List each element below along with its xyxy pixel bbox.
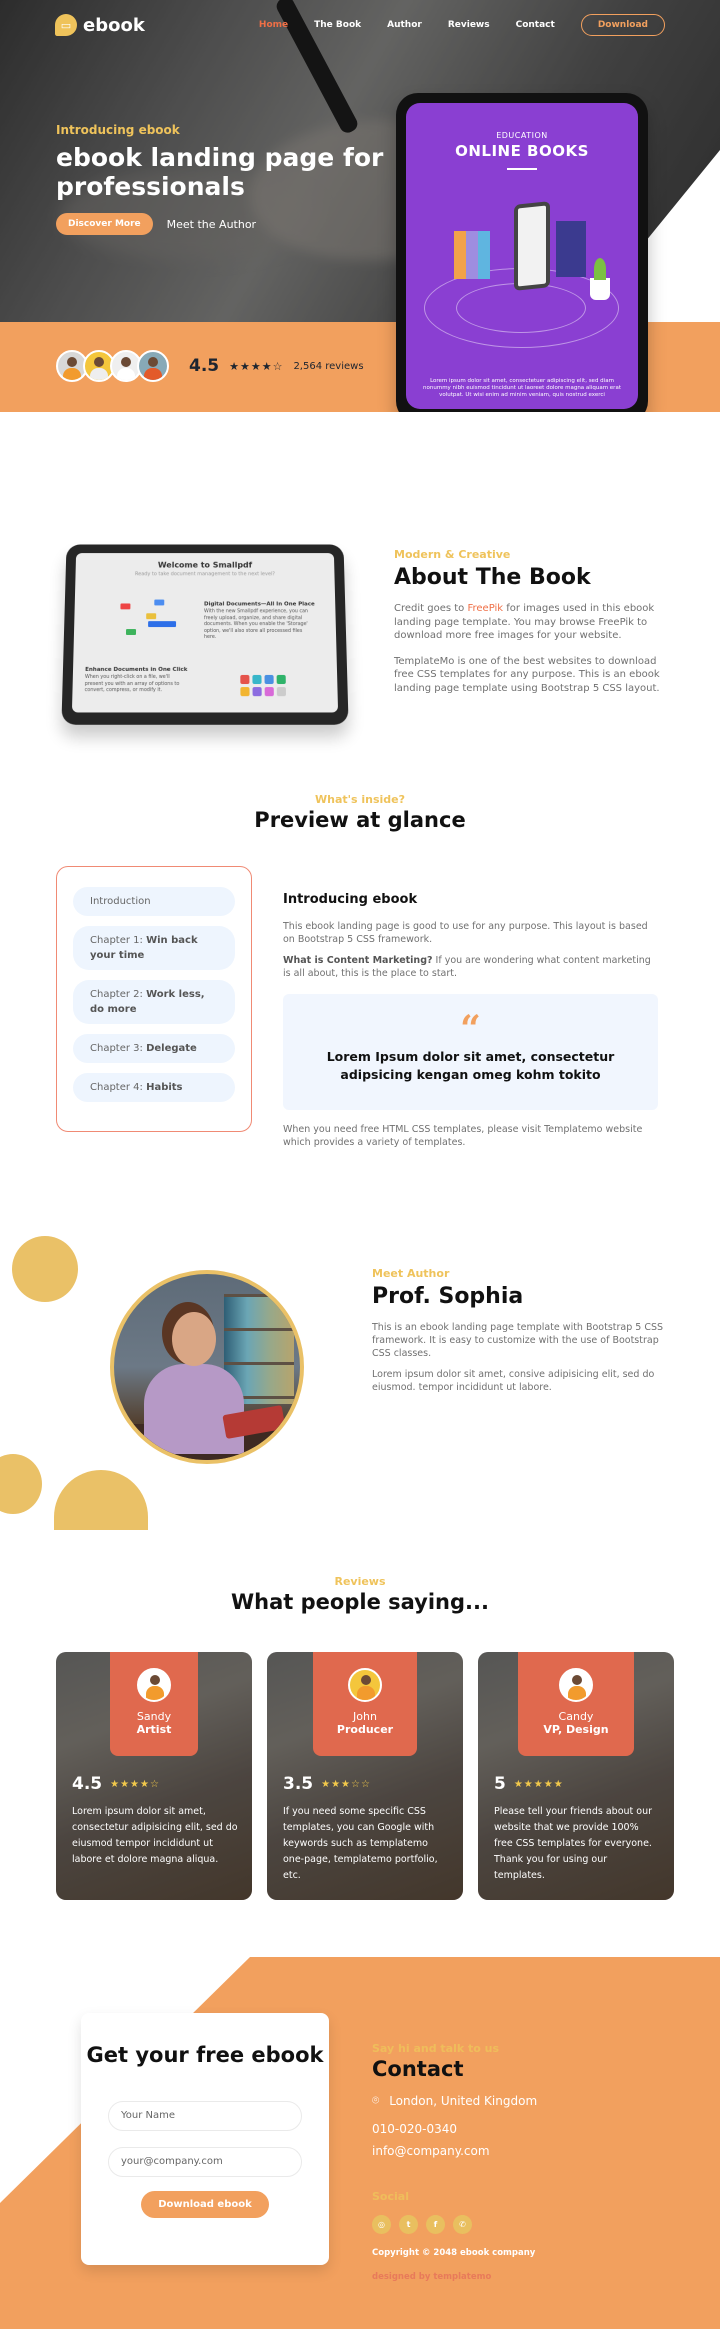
tablet-screen (72, 553, 338, 712)
reviews-kicker: Reviews (334, 1575, 386, 1588)
tablet-screen-title: Welcome to Smallpdf (157, 560, 253, 570)
avatar (348, 1668, 382, 1702)
xls-file-icon (126, 629, 136, 635)
chapter-label: Chapter 3: (90, 1043, 147, 1054)
discover-more-button[interactable]: Discover More (56, 213, 153, 235)
reviewer-badge (110, 1652, 198, 1756)
author-paragraph-2: Lorem ipsum dolor sit amet, consive adipisicing elit, sed do eiusmod. tempor incididunt ut labore. (372, 1369, 655, 1393)
chapter-item-2[interactable] (73, 980, 235, 1024)
hero-cta-group (56, 213, 386, 235)
png-file-icon (146, 613, 156, 619)
nav-link-home[interactable]: Home (258, 20, 289, 30)
contact-kicker: Say hi and talk to us (372, 2042, 500, 2055)
preview-header (0, 793, 720, 832)
location-text: London, United Kingdom (389, 2093, 538, 2108)
reviewer-badge (313, 1652, 417, 1756)
chapter-title: Work less, do more (90, 989, 205, 1015)
brand-name: ebook (83, 14, 145, 36)
reviews-title: What people saying... (231, 1590, 489, 1614)
hero-rating (189, 356, 364, 376)
twitter-icon[interactable]: t (399, 2215, 418, 2234)
tablet-title: ONLINE BOOKS (455, 142, 589, 160)
about-tablet-image (61, 544, 348, 724)
chapter-paragraph-3: When you need free HTML CSS templates, please visit Templatemo website which provides a variety of templates. (283, 1124, 643, 1148)
divider (507, 168, 537, 170)
author-text (372, 1267, 672, 1394)
nav-link-author[interactable]: Author (387, 20, 422, 30)
tool-icon (265, 687, 274, 696)
nav-link-contact[interactable]: Contact (515, 20, 555, 30)
review-rating (283, 1774, 371, 1794)
server-illustration (556, 221, 586, 277)
bold-text: What is Content Marketing? (283, 955, 433, 966)
doc-file-icon (154, 600, 164, 606)
nav-link-the-book[interactable]: The Book (314, 20, 362, 30)
author-name: Prof. Sophia (372, 1284, 524, 1309)
reviewer-badge (518, 1652, 634, 1756)
review-rating (494, 1774, 564, 1794)
author-kicker: Meet Author (372, 1267, 450, 1280)
tablet-subtitle: EDUCATION (496, 131, 548, 140)
plant-illustration (590, 278, 610, 300)
chapter-title: Win back your time (90, 935, 198, 961)
quote-block (283, 994, 658, 1110)
chapter-content (283, 892, 658, 1149)
tablet-section-text: With the new Smallpdf experience, you can freely upload, organize, and share digital documents. When you enable the 'Storage' option, we'll also store all processed files here. (203, 609, 309, 640)
signup-form (81, 2013, 329, 2265)
email-input[interactable]: your@company.com (108, 2147, 302, 2177)
tablet-section-title: Enhance Documents in One Click (85, 666, 188, 673)
chapter-item-3[interactable] (73, 1034, 235, 1063)
chapter-list (56, 866, 252, 1132)
quote-icon: “ (460, 1008, 481, 1050)
chapter-item-4[interactable] (73, 1073, 235, 1102)
text: for images used in this ebook landing page template. You may browse FreePik to download more free images for your website. (394, 603, 655, 641)
nav-links (259, 20, 555, 30)
preview-title: Preview at glance (254, 808, 466, 832)
text: Credit goes to (394, 603, 468, 614)
review-text: If you need some specific CSS templates, you can Google with keywords such as templatemo one-page, templatemo portfolio, etc. (283, 1806, 438, 1881)
rating-value: 4.5 (189, 356, 220, 376)
reviewer-role: VP, Design (543, 1723, 609, 1736)
avatar (559, 1668, 593, 1702)
star-rating-icon: ★★★★☆ (229, 359, 284, 373)
hero-section (0, 0, 720, 412)
about-paragraph-2: TemplateMo is one of the best websites to download free CSS templates for any purpose. This is an ebook landing page template using Bootstrap 5 CSS layout. (394, 655, 660, 694)
orbit-illustration (456, 283, 586, 333)
tool-icon (252, 675, 261, 684)
preview-kicker: What's inside? (314, 793, 406, 806)
review-card (56, 1652, 252, 1900)
about-text (394, 548, 664, 695)
pdf-file-icon (120, 603, 130, 609)
meet-author-link[interactable]: Meet the Author (166, 217, 257, 231)
chapter-title: Habits (146, 1082, 183, 1093)
reviewer-role: Artist (136, 1723, 172, 1736)
author-photo (110, 1270, 304, 1464)
text: If you are wondering what content marketing is all about, this is the place to start. (283, 955, 651, 979)
chapter-label: Introduction (90, 896, 151, 907)
decorative-circle (12, 1236, 78, 1302)
reviews-count: 2,564 reviews (293, 360, 364, 372)
review-text: Please tell your friends about our website that we provide 100% free CSS templates for everyone. Thank you for using our templates. (494, 1806, 653, 1881)
phone-illustration (514, 201, 550, 291)
nav-link-reviews[interactable]: Reviews (447, 20, 490, 30)
social-label: Social (372, 2190, 409, 2203)
hero-title: ebook landing page for professionals (56, 143, 384, 201)
chapter-label: Chapter 1: (90, 935, 147, 946)
reviewer-avatars (56, 350, 164, 382)
chapter-paragraph-2 (283, 954, 658, 980)
rating-value: 4.5 (72, 1774, 103, 1794)
review-card (267, 1652, 463, 1900)
hero-tablet-image (396, 93, 648, 412)
chapter-title: Delegate (146, 1043, 197, 1054)
book-open-icon: ▭ (55, 14, 77, 36)
chapter-label: Chapter 4: (90, 1082, 147, 1093)
whatsapp-icon[interactable]: ✆ (453, 2215, 472, 2234)
contact-email[interactable]: info@company.com (372, 2144, 490, 2158)
tablet-footer-text: Lorem ipsum dolor sit amet, consectetuer adipiscing elit, sed diam nonummy nibh euismod tincidunt ut laoreet dolore magna aliquam erat volutpat. Ut wisi enim ad minim veniam, quis nostrud exerci (423, 378, 621, 398)
facebook-icon[interactable]: f (426, 2215, 445, 2234)
more-icon (277, 687, 286, 696)
quote-text: Lorem Ipsum dolor sit amet, consectetur adipsicing kengan omeg kohm tokito (326, 1049, 615, 1082)
rating-value: 3.5 (283, 1774, 314, 1794)
about-title: About The Book (394, 565, 591, 590)
chapter-content-title: Introducing ebook (283, 892, 418, 907)
upload-button-icon (148, 621, 176, 627)
star-rating-icon: ★★★★☆ (110, 1778, 160, 1790)
hero-kicker: Introducing ebook (56, 123, 180, 137)
about-kicker: Modern & Creative (394, 548, 511, 561)
reviewer-name: John (353, 1710, 377, 1723)
download-button[interactable]: Download (581, 14, 665, 36)
books-illustration (454, 231, 490, 279)
tablet-screen-subtitle: Ready to take document management to the next level? (134, 571, 276, 578)
tool-icon (253, 687, 262, 696)
star-rating-icon: ★★★★★ (513, 1778, 564, 1790)
tablet-screen (406, 103, 638, 409)
star-rating-icon: ★★★☆☆ (321, 1778, 371, 1790)
reviewer-role: Producer (336, 1723, 394, 1736)
about-paragraph-1 (394, 602, 664, 643)
navbar (0, 0, 720, 50)
review-text: Lorem ipsum dolor sit amet, consectetur adipisicing elit, sed do eiusmod tempor incididunt ut labore et dolore magna aliqua. (72, 1806, 238, 1865)
tool-icon (240, 687, 249, 696)
map-pin-icon: ⌾ (372, 2093, 380, 2107)
tool-icon (277, 675, 286, 684)
designed-by-link[interactable]: designed by templatemo (372, 2272, 492, 2282)
chapter-paragraph-1: This ebook landing page is good to use for any purpose. This layout is based on Bootstrap 5 CSS framework. (283, 921, 648, 945)
reviewer-name: Sandy (136, 1710, 172, 1723)
social-links (372, 2215, 672, 2234)
reviewer-name: Candy (558, 1710, 594, 1723)
signup-title: Get your free ebook (86, 2043, 324, 2067)
hero-text (56, 123, 386, 235)
contact-title: Contact (372, 2057, 464, 2081)
avatar (137, 1668, 171, 1702)
contact-phone[interactable]: 010-020-0340 (372, 2122, 458, 2136)
freepik-link[interactable]: FreePik (467, 603, 504, 614)
reviews-header (0, 1575, 720, 1614)
rating-value: 5 (494, 1774, 506, 1794)
avatar (137, 350, 169, 382)
tool-icon (264, 675, 273, 684)
instagram-icon[interactable]: ◎ (372, 2215, 391, 2234)
contact-info (372, 2042, 672, 2282)
brand-logo[interactable] (55, 14, 145, 36)
tablet-section-text: When you right-click on a file, we'll present you with an array of options to convert, compress, or modify it. (84, 674, 180, 694)
chapter-item-introduction[interactable] (73, 887, 235, 916)
tool-icon (240, 675, 249, 684)
author-paragraph-1: This is an ebook landing page template with Bootstrap 5 CSS framework. It is easy to customize with the use of Bootstrap CSS classes. (372, 1322, 664, 1359)
contact-location (372, 2093, 672, 2108)
download-ebook-button[interactable]: Download ebook (141, 2191, 269, 2218)
tablet-section-title: Digital Documents—All In One Place (204, 601, 315, 608)
chapter-item-1[interactable] (73, 926, 235, 970)
review-card (478, 1652, 674, 1900)
name-input[interactable]: Your Name (108, 2101, 302, 2131)
chapter-label: Chapter 2: (90, 989, 147, 1000)
copyright-text: Copyright © 2048 ebook company (372, 2248, 536, 2258)
review-rating (72, 1774, 160, 1794)
